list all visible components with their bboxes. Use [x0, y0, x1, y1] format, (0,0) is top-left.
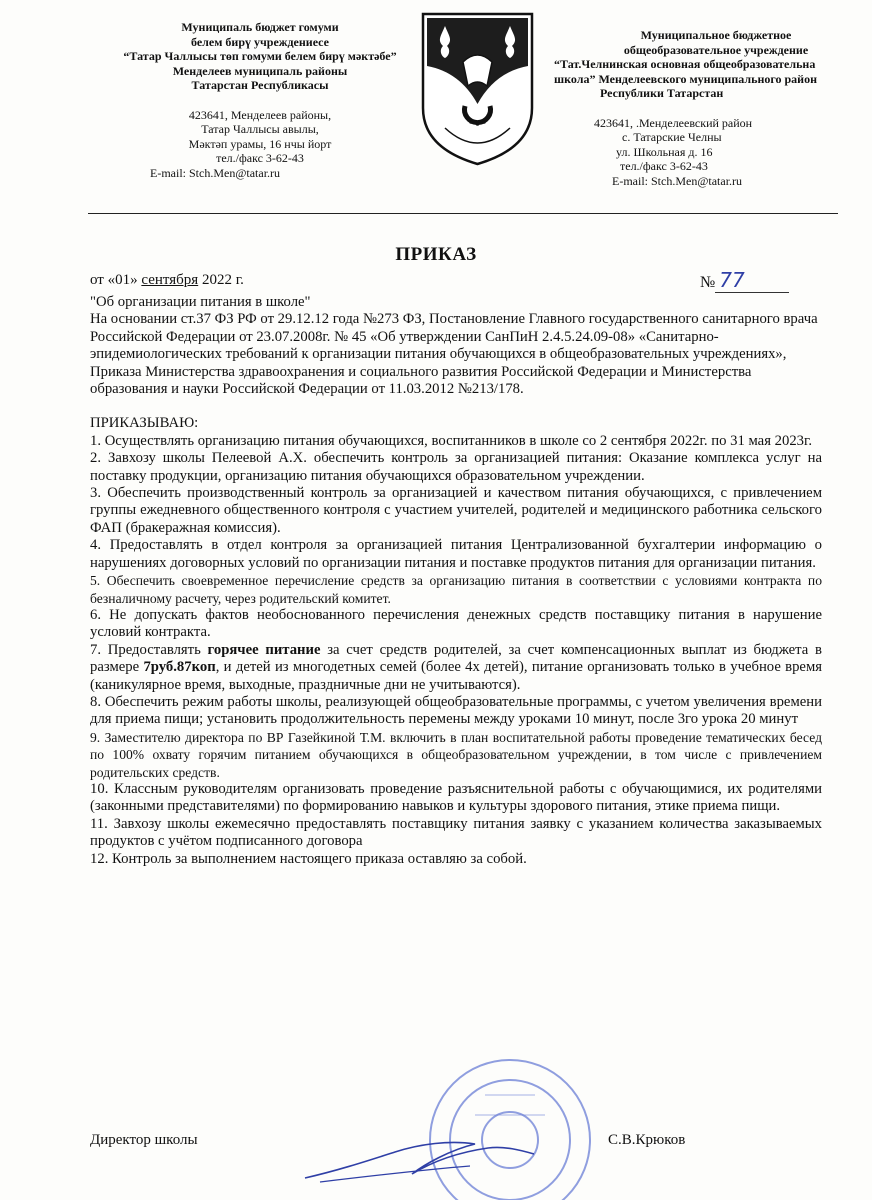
email-ru: E-mail: Stch.Men@tatar.ru [612, 173, 743, 188]
order-item-8: 8. Обеспечить режим работы школы, реализующей общеобразовательные программы, с учетом увеличения времени для приема пищи; установить продолжительность перемены между уроками 10 минут, после 3го урока 20 минут [90, 693, 822, 728]
order-body [90, 294, 822, 868]
order-item-7 [90, 642, 822, 694]
order-subject: "Об организации питания в школе" [90, 294, 311, 310]
phone-ru: тел./факс 3-62-43 [620, 159, 708, 173]
signatory-position: Директор школы [90, 1132, 198, 1148]
date-suffix: 2022 г. [198, 272, 244, 288]
order-item-5: 5. Обеспечить своевременное перечисление средств за организацию питания в соответствии с условиями контракта по безналичному расчету, через родительский комитет. [90, 573, 822, 606]
item-7-part-e: , и детей из многодетных семей (более 4х детей), питание организовать только в учебное время (каникулярное время, выходные, праздничные дни не учитываются). [90, 659, 823, 693]
address-ru-1: 423641, .Менделеевский район [594, 115, 753, 130]
address-tt-1: 423641, Менделеев районы, [188, 107, 332, 122]
item-7-hot-meals: горячее питание [207, 641, 321, 658]
order-command: ПРИКАЗЫВАЮ: [90, 415, 199, 432]
item-7-amount: 7руб.87коп [143, 659, 216, 676]
org-name-ru-3: “Тат.Челнинская основная общеобразовательна [554, 57, 816, 71]
org-name-tt-3: “Татар Чаллысы төп гомуми белем бирү мәктәбе” [123, 49, 397, 63]
address-tt-3: Мәктәп урамы, 16 нчы йорт [188, 136, 332, 151]
letterhead-left-tatar [110, 20, 410, 180]
order-item-12: 12. Контроль за выполнением настоящего приказа оставляю за собой. [90, 850, 527, 867]
number-handwritten: 77 [715, 268, 789, 293]
order-item-9: 9. Заместителю директора по ВР Газейкиной Т.М. включить в план воспитательной работы проведение тематических бесед по 100% охвату горячим питанием обучающихся в общеобразовательном учреждении, в том числе с привлечением родительских средств. [90, 729, 822, 780]
order-item-2: 2. Завхозу школы Пелеевой А.Х. обеспечить контроль за организацией питания: Оказание комплекса услуг на поставку продукции, организацию питания обучающихся образовательном учреждении. [90, 450, 822, 484]
org-name-tt-4: Менделеев муниципаль районы [172, 63, 348, 78]
org-name-tt-1: Муниципаль бюджет гомуми [181, 20, 339, 34]
order-number [700, 268, 789, 293]
order-item-3: 3. Обеспечить производственный контроль за организацией и качеством питания обучающихся, с привлечением группы ежедневного общественного контроля с участием учителей, родителей и медицинского работника сельского ФАП (бракеражная комиссия). [90, 485, 822, 536]
email-tt: E-mail: Stch.Men@tatar.ru [150, 165, 281, 180]
order-item-11: 11. Завхозу школы ежемесячно предоставлять поставщику питания заявку с указанием количества заказываемых продуктов с учётом подписанного договора [90, 815, 822, 850]
letterhead-right-russian [554, 28, 872, 188]
signatory-name: С.В.Крюков [608, 1132, 686, 1148]
handwritten-signature [300, 1130, 540, 1190]
coat-of-arms-icon [415, 8, 540, 168]
order-basis: На основании ст.37 ФЗ РФ от 29.12.12 года №273 ФЗ, Постановление Главного государственного санитарного врача Российской Федерации от 23.07.2008г. № 45 «Об утверждении СанПиН 2.4.5.24.09-08» «Санитарно-эпидемиологических требований к организации питания обучающихся в общеобразовательных учреждениях», Приказа Министерства здравоохранения и социального развития Российской Федерации и Министерства образования и науки Российской Федерации от 11.03.2012 №213/178. [90, 311, 818, 398]
document-title: ПРИКАЗ [395, 244, 477, 265]
order-item-1: 1. Осуществлять организацию питания обучающихся, воспитанников в школе со 2 сентября 2022г. по 31 мая 2023г. [90, 432, 813, 449]
order-item-6: 6. Не допускать фактов необоснованного перечисления денежных средств поставщику питания в нарушение условий контракта. [90, 606, 822, 641]
org-name-ru-2: общеобразовательное учреждение [623, 42, 809, 57]
address-ru-3: ул. Школьная д. 16 [616, 144, 713, 159]
date-month: сентября [141, 272, 199, 288]
order-item-4: 4. Предоставлять в отдел контроля за организацией питания Централизованной бухгалтерии информацию о нарушениях договорных условий по организации питания и поставке продуктов питания для организации питания. [90, 537, 822, 571]
org-name-ru-4: школа” Менделеевского муниципального район [554, 71, 818, 86]
item-7-part-c: за счет средств родителей, за счет компенсационных выплат из бюджета в размере [90, 641, 822, 676]
address-ru-2: с. Татарские Челны [622, 130, 722, 144]
letterhead [0, 0, 872, 220]
address-tt-2: Татар Чаллысы авылы, [201, 122, 319, 136]
letterhead-divider [88, 213, 838, 214]
order-item-10: 10. Классным руководителям организовать проведение разъяснительной работы с обучающимися, их родителями (законными представителями) по формированию навыков и культуры здорового питания, этике приема пищи. [90, 780, 822, 815]
org-name-ru-5: Республики Татарстан [600, 86, 724, 100]
order-date [90, 272, 244, 289]
org-name-tt-5: Татарстан Республикасы [191, 78, 329, 92]
org-name-tt-2: белем бирү учреждениесе [191, 34, 329, 49]
org-name-ru-1: Муниципальное бюджетное [640, 28, 792, 42]
date-prefix: от «01» [90, 272, 142, 288]
number-label: № [700, 274, 716, 291]
item-7-part-a: 7. Предоставлять [90, 641, 208, 658]
phone-tt: тел./факс 3-62-43 [216, 151, 304, 165]
